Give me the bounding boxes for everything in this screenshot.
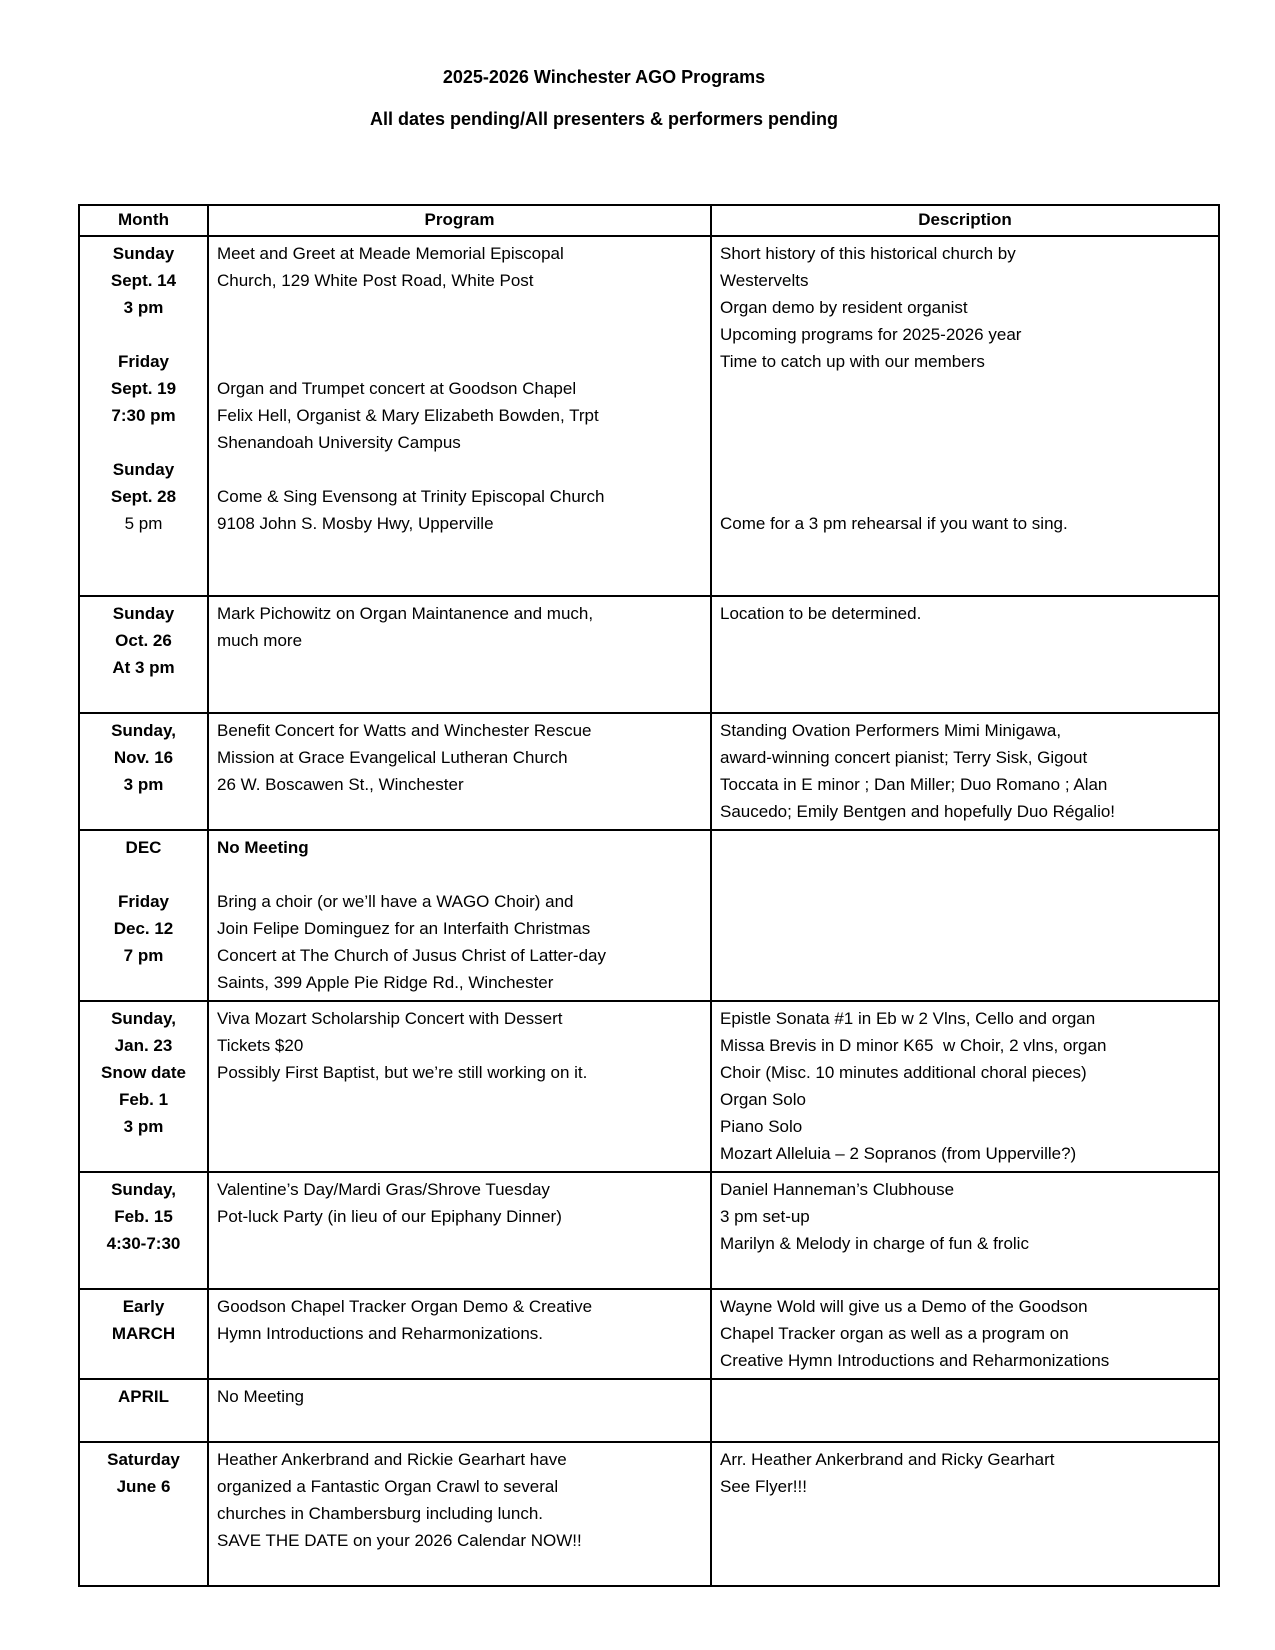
- month-line: [88, 429, 199, 456]
- program-line: Concert at The Church of Jusus Christ of Latter-day: [217, 946, 606, 965]
- description-line: Mozart Alleluia – 2 Sopranos (from Upperville?): [720, 1144, 1077, 1163]
- month-line: Sunday,: [111, 721, 176, 740]
- description-line: Saucedo; Emily Bentgen and hopefully Duo Régalio!: [720, 802, 1116, 821]
- description-cell: [711, 713, 1219, 830]
- description-line: [720, 456, 1210, 483]
- month-line: 5 pm: [124, 514, 163, 533]
- program-line: Felix Hell, Organist & Mary Elizabeth Bowden, Trpt: [217, 406, 599, 425]
- description-cell: [711, 1001, 1219, 1172]
- month-line: Snow date: [100, 1063, 186, 1082]
- description-line: Creative Hymn Introductions and Reharmonizations: [720, 1351, 1110, 1370]
- page-subtitle: All dates pending/All presenters & performers pending: [369, 109, 839, 129]
- description-line: Short history of this historical church by: [720, 244, 1016, 263]
- program-table: [78, 204, 1220, 1587]
- month-line: [88, 861, 199, 888]
- table-row: [79, 830, 1219, 1001]
- program-line: Hymn Introductions and Reharmonizations.: [217, 1324, 543, 1343]
- description-line: Marilyn & Melody in charge of fun & frolic: [720, 1234, 1029, 1253]
- description-line: Westervelts: [720, 271, 809, 290]
- description-line: award-winning concert pianist; Terry Sisk, Gigout: [720, 748, 1088, 767]
- description-line: [720, 834, 1210, 861]
- month-cell: [79, 830, 208, 1001]
- month-line: [88, 321, 199, 348]
- program-cell: [208, 1172, 711, 1289]
- month-line: 4:30-7:30: [106, 1234, 181, 1253]
- description-cell: [711, 1172, 1219, 1289]
- program-line: Goodson Chapel Tracker Organ Demo & Creative: [217, 1297, 593, 1316]
- program-line: Saints, 399 Apple Pie Ridge Rd., Winchester: [217, 973, 554, 992]
- program-line: Shenandoah University Campus: [217, 433, 461, 452]
- month-line: Friday: [117, 892, 170, 911]
- program-line: [217, 348, 702, 375]
- document-header: [78, 64, 1130, 133]
- table-row: [79, 1442, 1219, 1586]
- description-line: Wayne Wold will give us a Demo of the Goodson: [720, 1297, 1088, 1316]
- month-cell: [79, 1379, 208, 1442]
- description-line: Come for a 3 pm rehearsal if you want to sing.: [720, 514, 1068, 533]
- month-line: Saturday: [107, 1450, 180, 1469]
- month-line: Friday: [117, 352, 170, 371]
- table-row: [79, 1289, 1219, 1379]
- program-line: 26 W. Boscawen St., Winchester: [217, 775, 464, 794]
- month-line: Sunday: [112, 460, 175, 479]
- description-line: [720, 402, 1210, 429]
- program-line: Organ and Trumpet concert at Goodson Chapel: [217, 379, 577, 398]
- month-cell: [79, 1289, 208, 1379]
- program-cell: [208, 1442, 711, 1586]
- program-line: [217, 1554, 702, 1581]
- program-cell: [208, 830, 711, 1001]
- program-line: Come & Sing Evensong at Trinity Episcopal Church: [217, 487, 605, 506]
- description-cell: [711, 1442, 1219, 1586]
- program-line: [217, 456, 702, 483]
- description-line: Choir (Misc. 10 minutes additional choral pieces): [720, 1063, 1087, 1082]
- description-line: Organ Solo: [720, 1090, 806, 1109]
- description-line: Piano Solo: [720, 1117, 803, 1136]
- month-line: Feb. 1: [118, 1090, 169, 1109]
- description-line: Standing Ovation Performers Mimi Minigawa,: [720, 721, 1062, 740]
- description-cell: [711, 596, 1219, 713]
- program-line: Mission at Grace Evangelical Lutheran Church: [217, 748, 568, 767]
- month-line: 3 pm: [123, 298, 164, 317]
- month-line: [88, 681, 199, 708]
- program-line: Join Felipe Dominguez for an Interfaith Christmas: [217, 919, 591, 938]
- month-line: Nov. 16: [113, 748, 174, 767]
- description-line: Location to be determined.: [720, 604, 922, 623]
- column-header-description: Description: [711, 205, 1219, 236]
- month-line: [88, 1410, 199, 1437]
- month-line: Sept. 14: [110, 271, 177, 290]
- month-line: Sept. 19: [110, 379, 177, 398]
- description-line: Daniel Hanneman’s Clubhouse: [720, 1180, 955, 1199]
- description-cell: [711, 830, 1219, 1001]
- month-line: 7:30 pm: [111, 406, 176, 425]
- description-line: Arr. Heather Ankerbrand and Ricky Gearhart: [720, 1450, 1055, 1469]
- program-cell: [208, 713, 711, 830]
- column-header-program: Program: [208, 205, 711, 236]
- month-line: Sunday: [112, 244, 175, 263]
- month-line: Sept. 28: [110, 487, 177, 506]
- description-line: 3 pm set-up: [720, 1207, 810, 1226]
- table-header-row: [79, 205, 1219, 236]
- description-line: [720, 429, 1210, 456]
- month-line: Dec. 12: [113, 919, 174, 938]
- program-line: churches in Chambersburg including lunch.: [217, 1504, 544, 1523]
- table-row: [79, 1172, 1219, 1289]
- description-line: Toccata in E minor ; Dan Miller; Duo Romano ; Alan: [720, 775, 1108, 794]
- table-row: [79, 596, 1219, 713]
- month-line: APRIL: [118, 1387, 169, 1406]
- month-line: June 6: [116, 1477, 171, 1496]
- program-cell: [208, 1001, 711, 1172]
- program-line: much more: [217, 631, 303, 650]
- month-line: MARCH: [111, 1324, 176, 1343]
- month-line: Sunday,: [111, 1180, 176, 1199]
- program-line: Church, 129 White Post Road, White Post: [217, 271, 534, 290]
- program-line: Tickets $20: [217, 1036, 304, 1055]
- description-line: Organ demo by resident organist: [720, 298, 968, 317]
- table-row: [79, 1379, 1219, 1442]
- description-cell: [711, 1289, 1219, 1379]
- program-line: SAVE THE DATE on your 2026 Calendar NOW!!: [217, 1531, 582, 1550]
- program-line: No Meeting: [217, 1387, 304, 1406]
- description-line: Epistle Sonata #1 in Eb w 2 Vlns, Cello and organ: [720, 1009, 1096, 1028]
- program-line: 9108 John S. Mosby Hwy, Upperville: [217, 514, 494, 533]
- month-line: [88, 969, 199, 996]
- month-cell: [79, 236, 208, 596]
- program-line: [217, 321, 702, 348]
- month-cell: [79, 1442, 208, 1586]
- description-cell: [711, 236, 1219, 596]
- month-line: Oct. 26: [115, 631, 172, 650]
- program-line: Benefit Concert for Watts and Winchester Rescue: [217, 721, 592, 740]
- column-header-month: Month: [79, 205, 208, 236]
- month-line: 3 pm: [123, 1117, 164, 1136]
- description-line: See Flyer!!!: [720, 1477, 807, 1496]
- description-line: [720, 375, 1210, 402]
- description-line: Upcoming programs for 2025-2026 year: [720, 325, 1022, 344]
- month-line: [88, 564, 199, 591]
- program-line: Bring a choir (or we’ll have a WAGO Choir) and: [217, 892, 574, 911]
- page-title: 2025-2026 Winchester AGO Programs: [442, 67, 766, 87]
- program-cell: [208, 1379, 711, 1442]
- description-line: [720, 483, 1210, 510]
- program-line: Pot-luck Party (in lieu of our Epiphany Dinner): [217, 1207, 562, 1226]
- month-cell: [79, 1001, 208, 1172]
- month-line: At 3 pm: [112, 658, 175, 677]
- month-cell: [79, 1172, 208, 1289]
- month-line: 3 pm: [123, 775, 164, 794]
- program-line: organized a Fantastic Organ Crawl to several: [217, 1477, 559, 1496]
- program-line: [217, 861, 702, 888]
- program-cell: [208, 1289, 711, 1379]
- program-line: Meet and Greet at Meade Memorial Episcopal: [217, 244, 564, 263]
- program-line: No Meeting: [217, 838, 309, 857]
- program-cell: [208, 596, 711, 713]
- program-cell: [208, 236, 711, 596]
- month-cell: [79, 713, 208, 830]
- program-line: Mark Pichowitz on Organ Maintanence and much,: [217, 604, 594, 623]
- program-line: [217, 294, 702, 321]
- month-line: Feb. 15: [114, 1207, 173, 1226]
- month-line: DEC: [125, 838, 162, 857]
- program-line: Heather Ankerbrand and Rickie Gearhart have: [217, 1450, 567, 1469]
- table-row: [79, 236, 1219, 596]
- month-line: Sunday,: [111, 1009, 176, 1028]
- table-row: [79, 713, 1219, 830]
- month-line: [88, 537, 199, 564]
- month-cell: [79, 596, 208, 713]
- program-table-body: [79, 236, 1219, 1586]
- program-line: Valentine’s Day/Mardi Gras/Shrove Tuesday: [217, 1180, 550, 1199]
- description-line: Missa Brevis in D minor K65 w Choir, 2 vlns, organ: [720, 1036, 1107, 1055]
- month-line: [88, 1140, 199, 1167]
- description-line: [720, 1383, 1210, 1410]
- month-line: Early: [122, 1297, 165, 1316]
- month-line: Sunday: [112, 604, 175, 623]
- description-line: Time to catch up with our members: [720, 352, 985, 371]
- description-line: Chapel Tracker organ as well as a program on: [720, 1324, 1069, 1343]
- table-row: [79, 1001, 1219, 1172]
- description-line: [720, 1257, 1210, 1284]
- month-line: Jan. 23: [114, 1036, 173, 1055]
- program-line: Possibly First Baptist, but we’re still working on it.: [217, 1063, 588, 1082]
- month-line: 7 pm: [123, 946, 164, 965]
- program-line: Viva Mozart Scholarship Concert with Dessert: [217, 1009, 563, 1028]
- description-cell: [711, 1379, 1219, 1442]
